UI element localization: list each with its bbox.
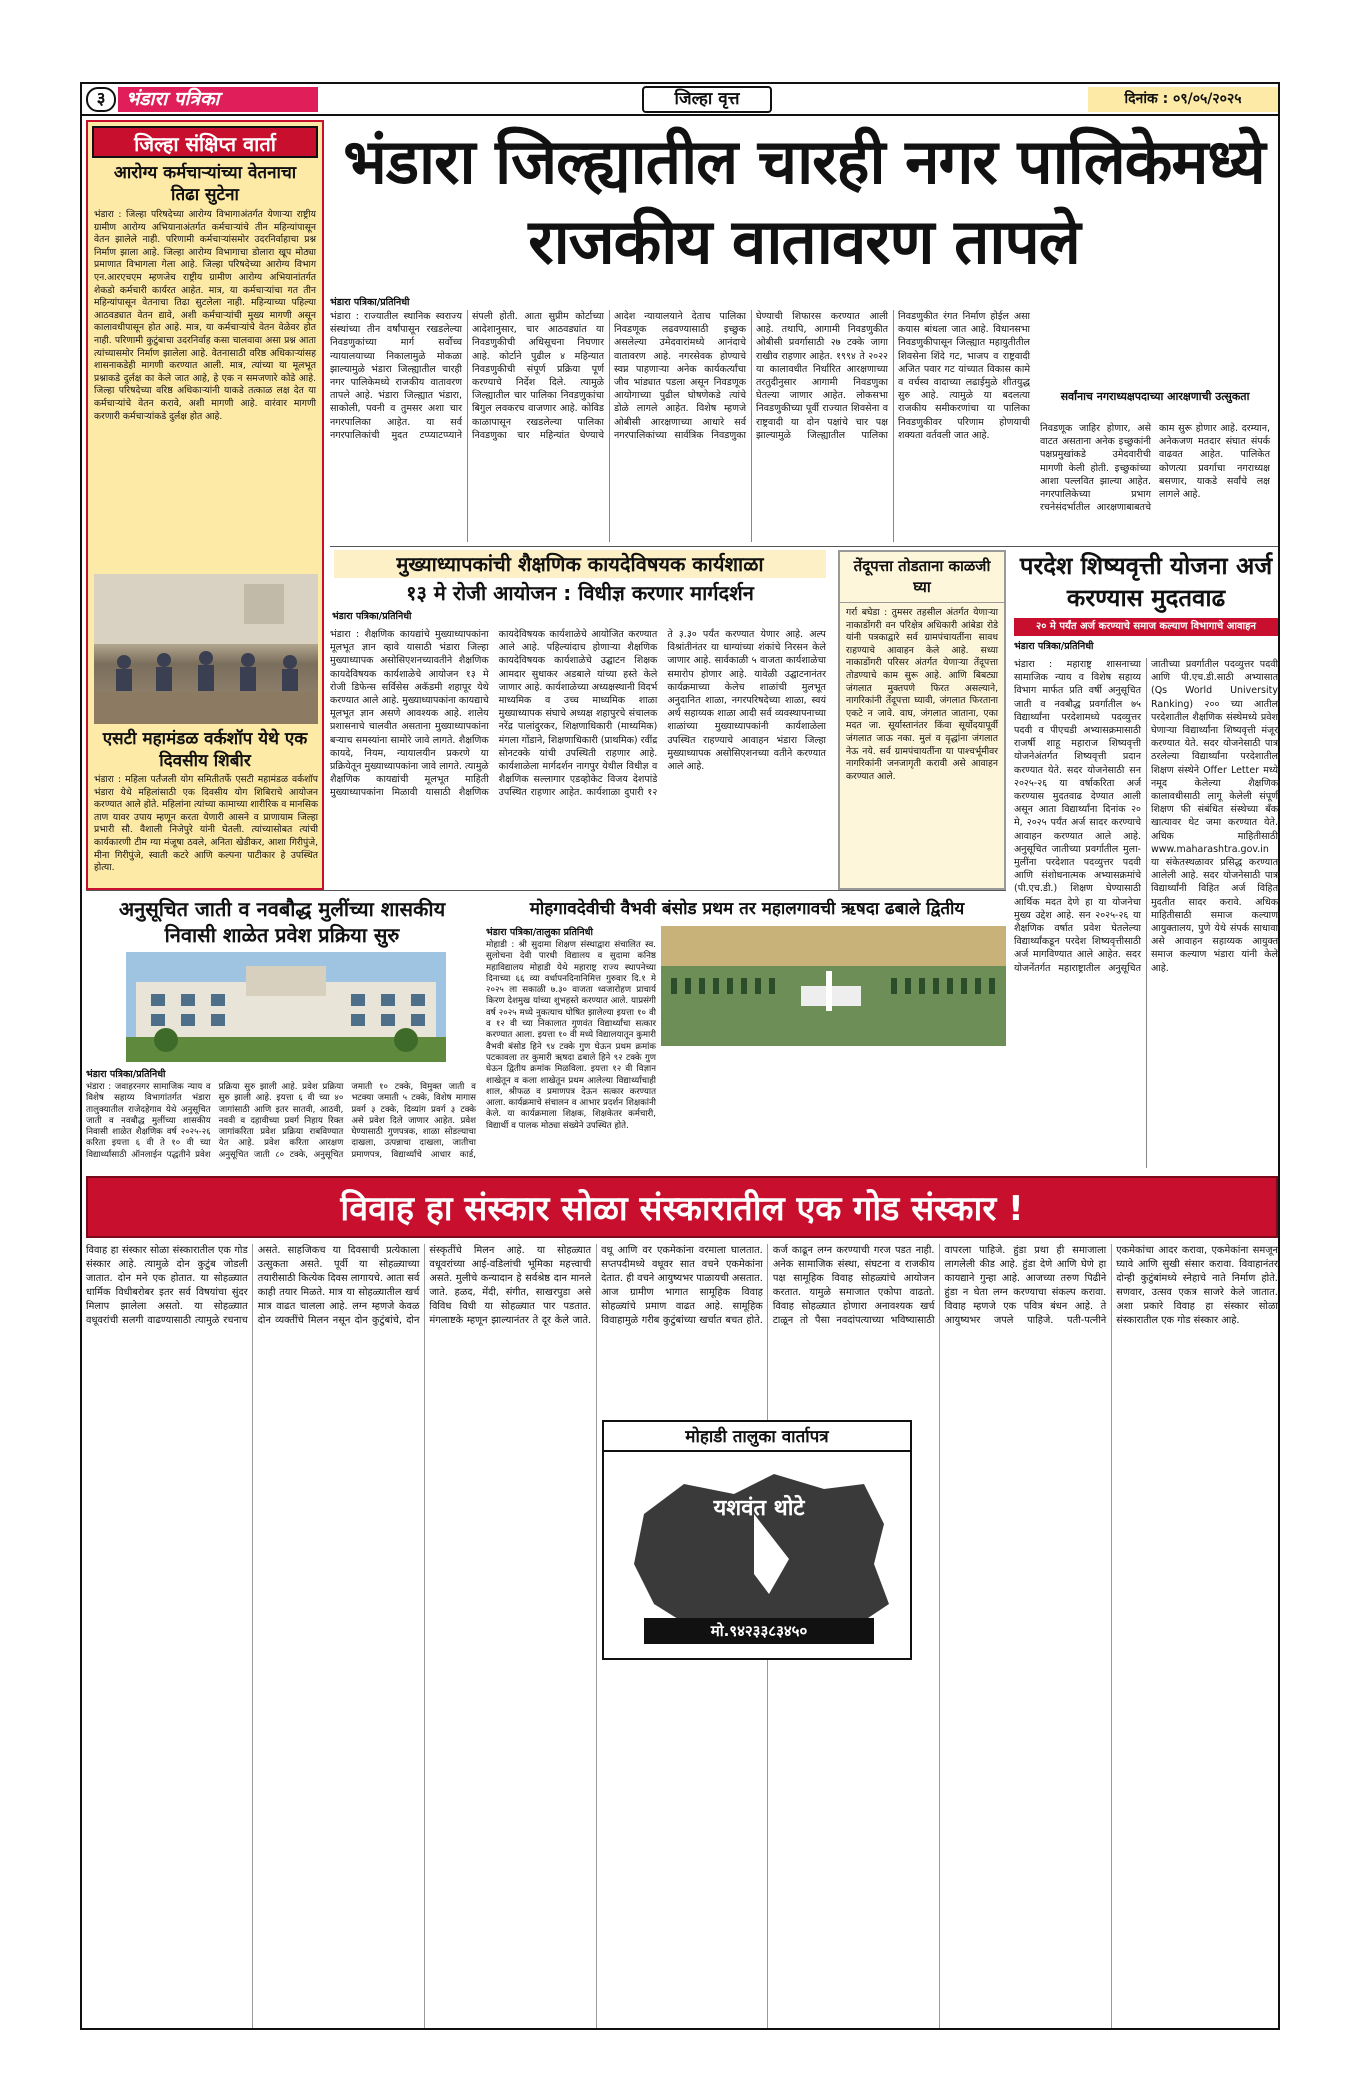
brief-story2-body: भंडारा : महिला पर्तंजली योग समितीतर्फे एसटी महामंडळ वर्कशॉप भंडारा येथे महिलांसाठी एक दिवसीय योग शिबिराचे आयोजन करण्यात आले होते. महिलांना त्यांच्या कामाच्या शारीरिक व मानसिक ताण यावर उपाय म्हणून करता येणारी आसने व प्राणायाम जिल्हा प्रभारी सौ. वैशाली निजेपुरे यांनी घेतली. त्यांच्यासोबत त्यांची कार्यकारणी टीम ग्या मंजूषा ठवले, अनिता खेडीकर, आशा गिरीपुंजे, मीना गिरीपुंजे, स्वाती कटरे आणि कल्पना पाटीकार हे उपस्थित होत्या. bbox=[94, 774, 318, 874]
tendu-story bbox=[838, 550, 1006, 890]
school-headline: अनुसूचित जाती व नवबौद्ध मुलींच्या शासकीय निवासी शाळेत प्रवेश प्रक्रिया सुरु bbox=[118, 897, 446, 947]
edu-headline-1: मुख्याध्यापकांची शैक्षणिक कायदेविषयक कार्यशाळा bbox=[334, 550, 826, 578]
tendu-body: गर्रा बघेडा : तुमसर तहसील अंतर्गत येणाऱ्या नाकाडोंगरी वन परिक्षेत्र अधिकारी आंबेडा रोडे यांनी पत्रकाद्वारे सर्व ग्रामपंचायतींना सावध राहण्याचे आवाहन केले आहे. सध्या नाकाडोंगरी परिसर अंतर्गत येणाऱ्या तेंदूपत्ता तोडण्याचे काम सुरू आहे. आणि बिबट्या जंगलात मुक्तपणे फिरत असल्याने, नागरिकांनी तेंदूपत्ता घ्यावी, जंगलात फिरताना एकटे न जावे. वाघ, जंगलात जाताना, एका मदत जा. सूर्यास्तानंतर किंवा सूर्योदयापूर्वी जंगलात जाऊ नका. मुलं व वृद्धांना जंगलात नेऊ नये. सर्व ग्रामपंचायतींना या पाश्चर्भूमीवर नागरिकांनी जनजागृती करावी असे आवाहन करण्यात आले. bbox=[846, 607, 998, 782]
lead-body: भंडारा : राज्यातील स्थानिक स्वराज्य संस्थांच्या तीन वर्षांपासून रखडलेल्या निवडणुकांच्या मार्ग सर्वोच्च न्यायालयाच्या निकालामुळे मोकळा झाल्यामुळे भंडारा जिल्ह्यातील चारही नगर पालिकेमध्ये राजकीय वातावरण तापले आहे. भंडारा जिल्ह्यात भंडारा, साकोली, पवनी व तुमसर अशा चार नगरपालिका आहेत. या सर्व नगरपालिकांची मुदत टप्प्याटप्प्याने संपली होती. आता सुप्रीम कोर्टाच्या आदेशानुसार, चार आठवड्यांत या निवडणुकीची अधिसूचना निघणार आहे. कोर्टाने पुढील ४ महिन्यात निवडणुकीची संपूर्ण प्रक्रिया पूर्ण करण्याचे निर्देश दिले. त्यामुळे जिल्ह्यातील चार पालिका निवडणुकांचा बिगुल लवकरच वाजणार आहे. कोविड काळापासून रखडलेल्या पालिका निवडणुका चार महिन्यांत घेण्याचे आदेश न्यायालयाने देताच पालिका निवडणूक लढवण्यासाठी इच्छुक असलेल्या उमेदवारांमध्ये आनंदाचे वातावरण आहे. नगरसेवक होण्याचे स्वप्न पाहणाऱ्या अनेक कार्यकर्त्यांचा जीव भांड्यात पडला असून निवडणूक आयोगाच्या पुढील घोषणेकडे त्यांचे डोळे लागले आहेत. विशेष म्हणजे ओबीसी आरक्षणाच्या आधारे सर्व नगरपालिकांच्या सार्वत्रिक निवडणुका घेण्याची शिफारस करण्यात आली आहे. तथापि, आगामी निवडणुकीत ओबीसी प्रवर्गासाठी २७ टक्के जागा राखीव राहणार आहेत. १९९४ ते २०२२ या कालावधीत निर्धारित आरक्षणाच्या तरतुदीनुसार आगामी निवडणुका घेतल्या जाणार आहेत. लोकसभा निवडणुकीच्या पूर्वी राज्यात शिवसेना व राष्ट्रवादी या दोन पक्षांचे चार पक्ष झाल्यामुळे जिल्ह्यातील पालिका निवडणुकीत रंगत निर्माण होईल असा कयास बांधला जात आहे. विधानसभा निवडणुकीपासून जिल्ह्यात महायुतीतील शिवसेना शिंदे गट, भाजप व राष्ट्रवादी अजित पवार गट यांच्यात विकास कामे व वर्चस्व वादाच्या लढाईमुळे शीतयुद्ध सुरु आहे. त्यामुळे या बदलत्या राजकीय समीकरणांचा या पालिका निवडणुकीवर परिणाम होणयाची शक्यता वर्तवली जात आहे. bbox=[330, 311, 1030, 441]
lead-story bbox=[330, 294, 1278, 544]
edu-byline: भंडारा पत्रिका/प्रतिनिधी bbox=[332, 611, 412, 622]
page-header bbox=[82, 84, 1280, 116]
school-admission-story bbox=[86, 896, 478, 1172]
school-building-photo bbox=[126, 952, 446, 1062]
marriage-feature-banner: विवाह हा संस्कार सोळा संस्कारातील एक गोड संस्कार ! bbox=[86, 1176, 1278, 1238]
topper-body-cont bbox=[486, 1052, 1006, 1170]
district-brief-label: जिल्हा संक्षिप्त वार्ता bbox=[92, 126, 318, 158]
school-byline: भंडारा पत्रिका/प्रतिनिधी bbox=[86, 1069, 166, 1080]
page-number: ३ bbox=[86, 87, 116, 112]
topper-byline: भंडारा पत्रिका/तालुका प्रतिनिधी bbox=[486, 927, 593, 938]
topper-story bbox=[486, 896, 1008, 1172]
edu-body: भंडारा : शैक्षणिक कायद्यांचे मुख्याध्यापकांना मूलभूत ज्ञान व्हावे यासाठी भंडारा जिल्हा मुख्याध्यापक असोसिएशनच्यावतीने शैक्षणिक कायदेविषयक कार्यशाळेचे आयोजन १३ मे रोजी डिफेन्स सर्विसेस अकॅडमी शहापूर येथे करण्यात आले आहे. मुख्याध्यापकांना कायद्याचे मूलभूत ज्ञान असणे आवश्यक आहे. शालेय प्रशासनाचे चालवीत असताना मुख्याध्यापकांना बऱ्याच समस्यांना सामोरे जावे लागते. शैक्षणिक कायदे, नियम, न्यायालयीन प्रकरणे या प्रक्रियेतून मुख्याध्यापकांना जावे लागते. त्यामुळे शैक्षणिक कायद्यांची मूलभूत माहिती मुख्याध्यापकांना मिळावी यासाठी शैक्षणिक कायदेविषयक कार्यशाळेचे आयोजित करण्यात आले आहे. पहिल्यांदाच होणाऱ्या शैक्षणिक कायदेविषयक कार्यशाळेचे उद्घाटन शिक्षक आमदार सुधाकर अडबाले यांच्या हस्ते केले जाणार आहे. कार्यशाळेच्या अध्यक्षस्थानी विदर्भ माध्यमिक व उच्च माध्यमिक शाळा मुख्याध्यापक संघाचे अध्यक्ष शहापुरचे संचालक नरेंद्र पालांदुरकर, शिक्षणाधिकारी (माध्यमिक) मंगला गोंडाने, शिक्षणाधिकारी (प्राथमिक) रवींद्र सोनटक्के यांची उपस्थिती राहणार आहे. कार्यशाळेला मार्गदर्शन नागपुर येथील विधीज्ञ व शैक्षणिक सल्लागार एडव्होकेट विजय देशपांडे उपस्थित राहणार आहेत. कार्यशाळा दुपारी १२ ते ३.३० पर्यंत करण्यात येणार आहे. अल्प विश्रांतीनंतर या धाग्यांच्या शंकांचे निरसन केले जाणार आहे. सार्वकाळी ५ वाजता कार्यशाळेचा समारोप होणार आहे. यावेळी उद्घाटनानंतर कार्यक्रमाच्या केलेच शाळांची मुलभूत अनुदानित शाळा, नगरपरिषदेच्या शाळा, स्वयं अर्थ सहाय्यक शाळा आदी सर्व व्यवस्थापनाच्या शाळांच्या मुख्याध्यापकांनी कार्यशाळेला उपस्थित राहण्याचे आवाहन भंडारा जिल्हा मुख्याध्यापक असोसिएशनच्या वतीने करण्यात आले आहे. bbox=[330, 629, 826, 799]
brief-story1-body: भंडारा : जिल्हा परिषदेच्या आरोग्य विभागाअंतर्गत येणाऱ्या राष्ट्रीय ग्रामीण आरोग्य अभियानाअंतर्गत कर्मचाऱ्यांचे तीन महिन्यांपासून वेतन झालेले नाही. परिणामी कर्मचाऱ्यांसमोर उदरनिर्वाहाचा प्रश्न निर्माण झाला आहे. जिल्हा आरोग्य विभागाचा डोलारा खूप मोठ्या प्रमाणात विभागला गेला आहे. जिल्हा परिषदेच्या आरोग्य विभाग एन.आरएचएम म्हणजेच राष्ट्रीय ग्रामीण आरोग्य अभियानांतर्गत शेकडो कर्मचारी कार्यरत आहेत. मात्र, या कर्मचाऱ्यांचा गत तीन महिन्यांपासून वेतनाचा तिढा सुटलेला नाही. महिन्याच्या पहिल्या आठवड्यात वेतन द्यावे, अशी कर्मचाऱ्यांची मुख्य मागणी असून कालावधीपासून होत आहे. मात्र, या कर्मचाऱ्यांचे वेतन वेळेवर होत नाही. परिणामी कुटुंबाचा उदरनिर्वाह कसा चालवावा असा प्रश्न आता त्यांच्यासमोर निर्माण झालेला आहे. वेतनासाठी वरिष्ठ अधिकाऱ्यांसह शासनाकडेही मागणी करण्यात आली. मात्र, त्यांच्या या मूलभूत प्रश्नाकडे दुर्लक्ष का केले जात आहे, हे एक न समजणारे कोडे आहे. जिल्हा परिषदेच्या वरिष्ठ अधिकाऱ्यांनी याकडे तत्काळ लक्ष देत या कर्मचाऱ्यांचे वेतन करावे, अशी मागणी आहे. वारंवार मागणी करणारी कर्मचाऱ्यांकडे दुर्लक्ष होत आहे. bbox=[94, 209, 316, 422]
issue-date: दिनांक : ०९/०५/२०२५ bbox=[1088, 87, 1278, 112]
divider bbox=[330, 546, 1278, 547]
lead-byline: भंडारा पत्रिका/प्रतिनिधी bbox=[330, 297, 410, 308]
newspaper-page bbox=[80, 82, 1280, 2030]
brief-story1-title: आरोग्य कर्मचाऱ्यांच्या वेतनाचा तिढा सुटेना bbox=[113, 163, 297, 205]
lead-subhead: सर्वांनाच नगराध्यक्षपदाच्या आरक्षणाची उत्सुकता bbox=[1060, 390, 1250, 403]
scholarship-byline: भंडारा पत्रिका/प्रतिनिधी bbox=[1014, 641, 1094, 652]
school-body: भंडारा : जवाहरनगर सामाजिक न्याय व विशेष सहाय्य विभागांतर्गत भंडारा तालुक्यातील राजेदहेगाव येथे अनुसूचित जाती व नवबौद्ध मुलींच्या शासकीय निवासी शाळेत शैक्षणिक वर्ष २०२५-२६ करिता इयत्ता ६ वी ते १० वी च्या विद्यार्थ्यांसाठी ऑनलाईन पद्धतीने प्रवेश प्रक्रिया सुरु झाली आहे. प्रवेश प्रक्रिया सुरु झाली आहे. इयत्ता ६ वी च्या ४० जागांसाठी आणि इतर सातवी, आठवी, नववी व दहावीच्या प्रवर्ग निहाय रिक्त जागांकरिता प्रवेश प्रक्रिया राबविण्यात येत आहे. प्रवेश करिता आरक्षण अनुसूचित जाती ८० टक्के, अनुसूचित जमाती १० टक्के, विमुक्त जाती व भटक्या जमाती ५ टक्के, विशेष मागास प्रवर्ग ३ टक्के, दिव्यांग प्रवर्ग ३ टक्के असे प्रवेश दिले जाणार आहेत. प्रवेश घेण्यासाठी गुणपत्रक, शाळा सोडल्याचा दाखला, उत्पन्नाचा दाखला, जातीचा प्रमाणपत्र, विद्यार्थ्यांचे आधार कार्ड, bbox=[86, 1082, 476, 1160]
mohadi-column-title: मोहाडी तालुका वार्तापत्र bbox=[604, 1422, 910, 1452]
lead-body-2: निवडणूक जाहिर होणार, असे वाटत असताना अनेक इच्छुकांनी पक्षप्रमुखांकडे उमेदवारीची मागणी केली होती. इच्छुकांच्या आशा पल्लवित झाल्या आहेत. नगरपालिकेच्या प्रभाग रचनेसंदर्भातील आरक्षणाबाबतचे काम सुरू होणार आहे. दरम्यान, अनेकजण मतदार संघात संपर्क वाढवत आहेत. पालिकेत कोणत्या प्रवर्गाचा नगराध्यक्ष बसणार, याकडे सर्वांचे लक्ष लागले आहे. bbox=[1040, 423, 1270, 514]
scholarship-tagline: २० मे पर्यंत अर्ज करण्याचे समाज कल्याण विभागाचे आवाहन bbox=[1014, 618, 1278, 636]
tendu-headline: तेंदूपत्ता तोडताना काळजी घ्या bbox=[840, 552, 1004, 603]
divider bbox=[86, 890, 1006, 891]
masthead: भंडारा पत्रिका bbox=[118, 87, 318, 112]
topper-body: मोहाडी : श्री सुदामा शिक्षण संस्थाद्वारा संचालित स्व. सुलोचना देवी पारधी विद्यालय व सुदामा कनिष्ठ महाविद्यालय मोहाडी येथे महाराष्ट्र राज्य स्थापनेच्या दिनाच्या ६६ व्या वर्धापनदिनानिमित्त गुरुवार दि.१ मे २०२५ ला सकाळी ७.३० वाजता ध्वजारोहण प्राचार्य किरण देशमुख यांच्या शुभहस्ते करण्यात आले. याप्रसंगी वर्ष २०२५ मध्ये नुकत्याच घोषित झालेल्या इयत्ता १० वी व १२ वी च्या निकालात गुणवंत विद्यार्थ्यांचा सत्कार करण्यात आला. इयत्ता १० वी मध्ये विद्यालयातून कुमारी वैभवी बंसोड हिने ९४ टक्के गुण घेऊन प्रथम क्रमांक पटकावला तर कुमारी ऋषदा ढबाले हिने ९२ टक्के गुण घेऊन द्वितीय क्रमांक मिळविला. इयत्ता १२ वी विज्ञान शाखेतून व कला शाखेतून प्रथम आलेल्या विद्यार्थ्यांचाही शाल, श्रीफळ व प्रमाणपत्र देऊन सत्कार करण्यात आला. कार्यक्रमाचे संचालन व आभार प्रदर्शन शिक्षकांनी केले. या कार्यक्रमाला शिक्षक, शिक्षकेतर कर्मचारी, विद्यार्थी व पालक मोठ्या संख्येने उपस्थित होते. bbox=[486, 940, 656, 1131]
yoga-camp-photo bbox=[94, 574, 318, 724]
scholarship-headline: परदेश शिष्यवृत्ती योजना अर्ज करण्यास मुदतवाढ bbox=[1019, 552, 1273, 612]
mohadi-column-box bbox=[602, 1420, 912, 1660]
mohadi-column-phone: मो.९४२३३८३४५० bbox=[644, 1618, 874, 1644]
lead-headline: भंडारा जिल्ह्यातील चारही नगर पालिकेमध्ये राजकीय वातावरण तापले bbox=[343, 125, 1265, 278]
scholarship-story bbox=[1014, 550, 1278, 1170]
scholarship-body: भंडारा : महाराष्ट्र शासनाच्या सामाजिक न्याय व विशेष सहाय्य विभाग मार्फत प्रति वर्षी अनुसूचित जाती व नवबौद्ध प्रवर्गातील ७५ विद्यार्थ्यांना परदेशामध्ये पदव्युत्तर पदवी व पीएचडी अभ्यासक्रमासाठी राजर्षी शाहू महाराज शिष्यवृत्ती योजनेअंतर्गत शिष्यवृत्ती प्रदान करण्यात येते. सदर योजनेसाठी सन २०२५-२६ या वर्षाकरिता अर्ज करण्यास मुदतवाढ देण्यात आली असून आता विद्यार्थ्यांना दिनांक २० मे, २०२५ पर्यंत अर्ज सादर करण्याचे आवाहन करण्यात आले आहे. अनुसूचित जातीच्या प्रवर्गातील मुला-मुलींना परदेशात पदव्युत्तर पदवी आणि संशोधनात्मक अभ्यासक्रमांचे (पी.एच.डी.) शिक्षण घेण्यासाठी आर्थिक मदत देणे हा या योजनेचा मुख्य उद्देश आहे. सन २०२५-२६ या शैक्षणिक वर्षात प्रवेश घेतलेल्या विद्यार्थ्यांकडून परदेश शिष्यवृत्तीसाठी अर्ज मागविण्यात आले आहेत. सदर योजनेंतर्गत महाराष्ट्रातील अनुसूचित जातीच्या प्रवर्गातील पदव्युत्तर पदवी आणि पी.एच.डी.साठी अभ्यासात (Qs World University Ranking) २०० च्या आतील परदेशातील शैक्षणिक संस्थेमध्ये प्रवेश घेणाऱ्या विद्यार्थ्यांना शिष्यवृत्ती मंजूर करण्यात येते. सदर योजनेसाठी पात्र ठरलेल्या विद्यार्थ्यांना परदेशातील शिक्षण संस्थेने Offer Letter मध्ये नमूद केलेल्या शैक्षणिक कालावधीसाठी लागू केलेली संपूर्ण शिक्षण फी संबंधित संस्थेच्या बँक खात्यावर थेट जमा करण्यात येते. अधिक माहितीसाठी www.maharashtra.gov.in या संकेतस्थळावर प्रसिद्ध करण्यात आलेली आहे. सदर योजनेसाठी पात्र विद्यार्थ्यांनी विहित अर्ज विहित मुदतीत सादर करावे. अधिक माहितीसाठी समाज कल्याण आयुक्तालय, पुणे येथे संपर्क साधावा असे आवाहन सहाय्यक आयुक्त समाज कल्याण भंडारा यांनी केले आहे. bbox=[1014, 659, 1278, 974]
marriage-feature-body: विवाह हा संस्कार सोळा संस्कारातील एक गोड संस्कार आहे. त्यामुळे दोन कुटुंब जोडली जातात. दोन मने एक होतात. या सोहळ्यात धार्मिक विधीबरोबर इतर सर्व विषयांचा सुंदर मिलाप झालेला असतो. या सोहळ्यात वधूवरांची सलगी वाढण्यासाठी त्यामुळे रचनाच असते. साहजिकच या दिवसाची प्रत्येकाला उत्सुकता असते. पूर्वी या सोहळ्याच्या तयारीसाठी कित्येक दिवस लागायचे. आता सर्व काही तयार मिळते. मात्र या सोहळ्यातील खर्च मात्र वाढत चालला आहे. लग्न म्हणजे केवळ दोन व्यक्तींचे मिलन नसून दोन कुटुंबांचे, दोन संस्कृतींचे मिलन आहे. या सोहळ्यात वधूवरांच्या आई-वडिलांची भूमिका महत्त्वाची असते. मुलीचे कन्यादान हे सर्वश्रेष्ठ दान मानले जाते. हळद, मेंदी, संगीत, साखरपुडा असे विविध विधी या सोहळ्यात पार पडतात. मंगलाष्टके म्हणून झाल्यानंतर ते दूर केले जाते. वधू आणि वर एकमेकांना वरमाला घालतात. सप्तपदीमध्ये वधूवर सात वचने एकमेकांना देतात. ही वचने आयुष्यभर पाळायची असतात. आज ग्रामीण भागात सामूहिक विवाह सोहळ्यांचे प्रमाण वाढत आहे. सामूहिक विवाहामुळे गरीब कुटुंबांच्या खर्चात बचत होते. कर्ज काढून लग्न करण्याची गरज पडत नाही. अनेक सामाजिक संस्था, संघटना व राजकीय पक्ष सामूहिक विवाह सोहळ्यांचे आयोजन करतात. यामुळे समाजात एकोपा वाढतो. विवाह सोहळ्यात होणारा अनावश्यक खर्च टाळून तो पैसा नवदांपत्याच्या भविष्यासाठी वापरला पाहिजे. हुंडा प्रथा ही समाजाला लागलेली कीड आहे. हुंडा देणे आणि घेणे हा कायद्याने गुन्हा आहे. आजच्या तरुण पिढीने हुंडा न घेता लग्न करण्याचा संकल्प करावा. विवाह म्हणजे एक पवित्र बंधन आहे. ते आयुष्यभर जपले पाहिजे. पती-पत्नीने एकमेकांचा आदर करावा, एकमेकांना समजून घ्यावे आणि सुखी संसार करावा. विवाहानंतर दोन्ही कुटुंबांमध्ये स्नेहाचे नाते निर्माण होते. सणवार, उत्सव एकत्र साजरे केले जातात. अशा प्रकारे विवाह हा संस्कार सोळा संस्कारातील एक गोड संस्कार आहे. bbox=[86, 1245, 1278, 1326]
topper-headline: मोहगावदेवीची वैभवी बंसोड प्रथम तर महालगावची ऋषदा ढबाले द्वितीय bbox=[529, 899, 965, 919]
district-brief-box bbox=[86, 120, 324, 890]
edu-headline-2: १३ मे रोजी आयोजन : विधीज्ञ करणार मार्गदर्शन bbox=[406, 581, 754, 605]
school-event-photo bbox=[661, 926, 1006, 1046]
mohadi-column-author: यशवंत थोटे bbox=[713, 1496, 805, 1521]
section-label: जिल्हा वृत्त bbox=[642, 86, 772, 113]
brief-story2-title: एसटी महामंडळ वर्कशॉप येथे एक दिवसीय शिबीर bbox=[102, 729, 308, 771]
